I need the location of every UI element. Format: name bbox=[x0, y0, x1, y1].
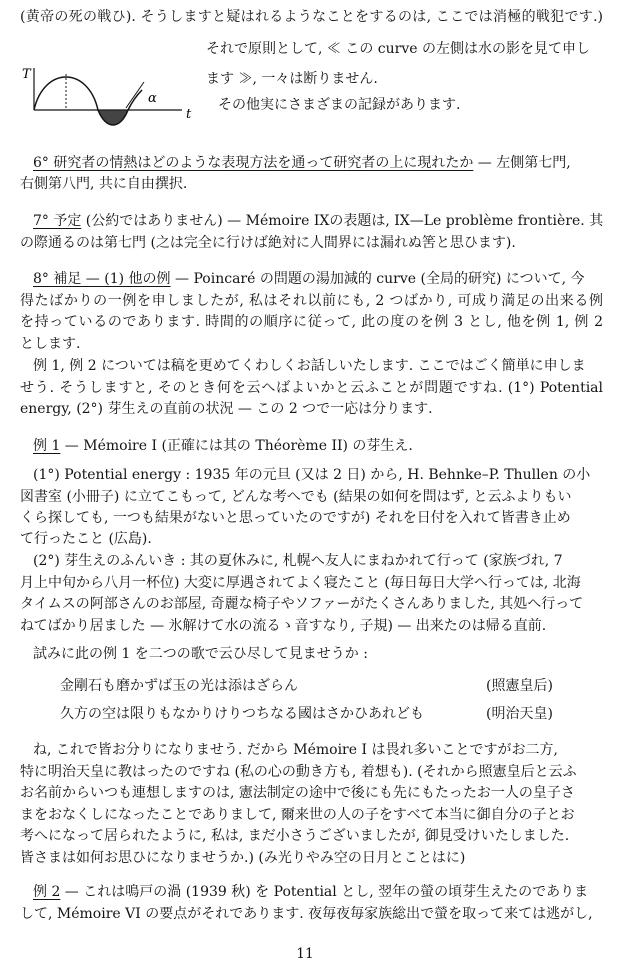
text-line: お名前からいつも連想しますのは, 憲法制定の途中で後にも先にもたったお一人の皇子さ bbox=[20, 785, 575, 801]
text-line: ねてばかり居ました — 氷解けて水の流るゝ音すなり, 子規) — 出来たのは帰る直前. bbox=[20, 618, 547, 634]
text-line: 得たばかりの一例を申しましたが, 私はそれ以前にも, 2 つばかり, 可成り満足の出来る例 bbox=[20, 293, 603, 309]
text-line: 例 1, 例 2 については稿を更めてくわしくお話しいたします. ここではごく簡単に申しま bbox=[33, 358, 586, 374]
section-8-line-1 bbox=[33, 270, 584, 288]
text-line: (黄帝の死の戦ひ). そうしますと疑はれるようなことをするのは, ここでは消極的戦犯です.) bbox=[20, 9, 603, 25]
text-line: タイムスの阿部さんのお部屋, 奇麗な椅子やソファーがたくさんありました, 其処へ行って bbox=[20, 596, 584, 612]
text-line: とします. bbox=[20, 336, 81, 352]
poem-line: 金剛石も磨かずば玉の光は添はざらん bbox=[60, 678, 298, 694]
poem-line: 久方の空は限りもなかりけりつちなる國はさかひあれども bbox=[60, 706, 424, 722]
text-span: — 左側第七門, bbox=[473, 155, 571, 171]
text-line: それで原則として, ≪ この curve の左側は水の影を見て申し bbox=[206, 41, 590, 57]
text-line: (2°) 芽生えのふんいき : 其の夏休みに, 札幌へ友人にまねかれて行って (家族づれ, 7 bbox=[33, 553, 563, 569]
text-span: (公約ではありません) — Mémoire IXの表題は, IX—Le problème frontière. 其 bbox=[81, 213, 604, 229]
figure-label-t: t bbox=[186, 107, 192, 122]
text-line: 右側第八門, 共に自由撰択. bbox=[20, 176, 188, 192]
text-line: せう. そうしますと, そのとき何を云へばよいかと云ふことが問題ですね. (1°) Potential bbox=[20, 380, 603, 396]
text-line: energy, (2°) 芽生えの直前の状況 — この 2 つで一応は分ります. bbox=[20, 401, 433, 417]
example-1-heading: 例 1 bbox=[33, 438, 61, 454]
text-line: て行ったこと (広島). bbox=[20, 531, 152, 547]
poem-author: (明治天皇) bbox=[486, 706, 553, 722]
text-line: 月上中旬から八月一杯位) 大変に厚遇されてよく寝たこと (毎日毎日大学へ行っては, 北海 bbox=[20, 575, 581, 591]
text-line: (1°) Potential energy : 1935 年の元旦 (又は 2 日) から, H. Behnke–P. Thullen の小 bbox=[33, 467, 591, 483]
section-7-heading: 7° 予定 bbox=[33, 213, 82, 229]
sine-curve-figure bbox=[14, 62, 194, 132]
section-6-heading: 6° 研究者の情熱はどのような表現方法を通って研究者の上に現れたか bbox=[33, 155, 474, 171]
figure-label-T: T bbox=[22, 67, 31, 82]
text-line: ね, これで皆お分りになりませう. だから Mémoire I は畏れ多いことですがお二方, bbox=[33, 742, 558, 758]
example-2-heading: 例 2 bbox=[33, 884, 61, 900]
text-line: ます ≫, 一々は断りません. bbox=[206, 71, 378, 87]
text-line: まをおなくしになったことでありまして, 爾来世の人の子をすべて本当に御自分の子とお bbox=[20, 807, 575, 823]
text-span: — Mémoire I (正確には其の Théorème II) の芽生え. bbox=[60, 438, 413, 454]
section-6-line-1 bbox=[33, 154, 571, 172]
text-line: の際通るのは第七門 (之は完全に行けば絶対に人間界には漏れぬ筈と思ひます). bbox=[20, 235, 516, 251]
text-line: を持っているのであります. 時間的の順序に従って, 此の度のを例 3 とし, 他を例 1, 例 2 bbox=[20, 314, 603, 330]
section-8-heading: 8° 補足 — (1) 他の例 bbox=[33, 271, 171, 287]
text-line: 考へになって居られたように, 私は, まだ小さうございましたが, 御見受けいたしました. bbox=[20, 828, 570, 844]
example-1-line-1 bbox=[33, 437, 413, 455]
example-2-line-1 bbox=[33, 883, 588, 901]
figure-label-alpha: α bbox=[148, 91, 157, 106]
text-line: その他実にさまざまの記録があります. bbox=[218, 97, 461, 113]
text-line: して, Mémoire VI の要点がそれであります. 夜毎夜毎家族総出で螢を取って来ては逃がし, bbox=[20, 906, 593, 922]
page-number: 11 bbox=[296, 946, 314, 962]
text-span: — これは鳴戸の渦 (1939 秋) を Potential とし, 翌年の螢の頃芽生えたのでありま bbox=[60, 884, 589, 900]
text-line: くら探しても, 一つも結果がないと思っていたのですが) それを日付を入れて皆書き止め bbox=[20, 510, 571, 526]
text-line: 特に明治天皇に教はったのですね (私の心の動き方も, 着想も). (それから照憲皇后と云ふ bbox=[20, 764, 577, 780]
text-line: 図書室 (小冊子) に立てこもって, どんな考へでも (結果の如何を問はず, と云ふよりもい bbox=[20, 489, 572, 505]
text-line: 皆さまは如何お思ひになりませうか.) (み光りやみ空の日月とことはに) bbox=[20, 850, 466, 866]
text-line: 試みに此の例 1 を二つの歌で云ひ尽して見ませうか : bbox=[33, 646, 368, 662]
section-7-line-1 bbox=[33, 212, 603, 230]
text-span: — Poincaré の問題の湯加減的 curve (全局的研究) について, 今 bbox=[170, 271, 585, 287]
poem-author: (照憲皇后) bbox=[486, 678, 553, 694]
